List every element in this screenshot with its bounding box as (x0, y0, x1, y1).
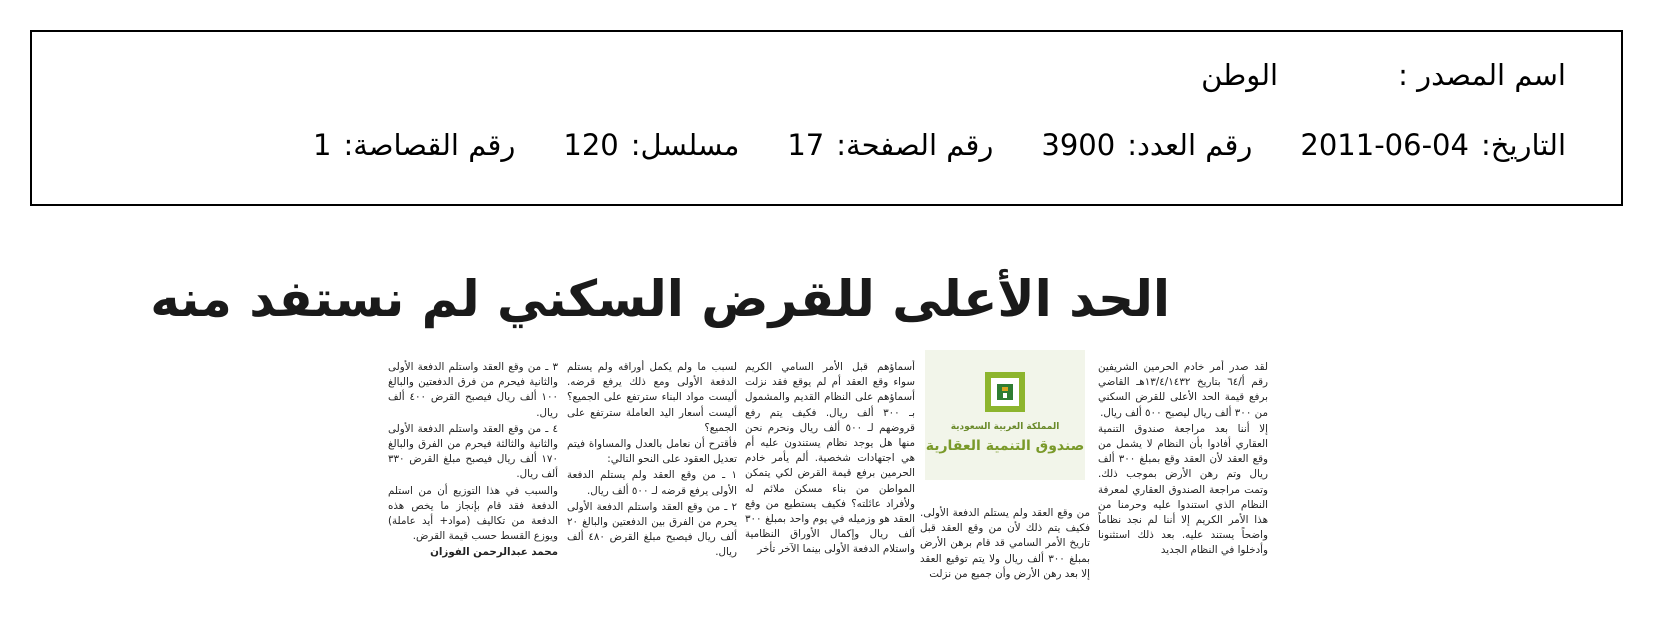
paragraph: ٣ ـ من وقع العقد واستلم الدفعة الأولى والثانية فيحرم من فرق الدفعتين والبالغ ١٠٠ ألف ريال فيصبح القرض ٤٠٠ ألف ريال. (388, 361, 558, 419)
logo-country-text: المملكة العربية السعودية (950, 422, 1060, 432)
article-headline: الحد الأعلى للقرض السكني لم نستفد منه (150, 270, 1170, 328)
clip-value: 1 (313, 128, 332, 162)
page-value: 17 (787, 128, 825, 162)
paragraph: لقد صدر أمر خادم الحرمين الشريفين رقم أ/٦٤ بتاريخ ١٣/٤/١٤٣٢هـ القاضي برفع قيمة الحد الأعلى للقرض السكني من ٣٠٠ ألف ريال ليصبح ٥٠٠ ألف ريال. (1098, 361, 1268, 419)
issue-label: رقم العدد: (1127, 128, 1253, 162)
paragraph: ١ ـ من وقع العقد ولم يستلم الدفعة الأولى يرفع قرضه لـ ٥٠٠ ألف ريال. (567, 469, 737, 497)
clip-label: رقم القصاصة: (343, 128, 516, 162)
article-column-4 (567, 360, 737, 600)
paragraph: إلا أننا بعد مراجعة صندوق التنمية العقاري أفادوا بأن النظام لا يشمل من وقع العقد لأن العقد وقع بمبلغ ٣٠٠ ألف ريال وتم رهن الأرض بموجب ذلك. وتمت مراجعة الصندوق العقاري لمعرفة النظام الذي استندوا عليه وحرمنا من هذا الأمر الكريم إلا أننا لم نجد نظاماً واضحاً يستند عليه. بعد ذلك استثنونا وأدخلوا في النظام الجديد (1098, 422, 1268, 557)
page-label: رقم الصفحة: (836, 128, 994, 162)
paragraph: ٢ ـ من وقع العقد واستلم الدفعة الأولى يحرم من الفرق بين الدفعتين والبالغ ٢٠ ألف ريال فيصبح مبلغ القرض ٤٨٠ ألف ريال. (567, 500, 737, 559)
paragraph: أسماؤهم قبل الأمر السامي الكريم سواء وقع العقد أم لم يوقع فقد نزلت أسماؤهم على النظام القديم والمشمول بـ ٣٠٠ ألف ريال. فكيف يتم رفع قروضهم لـ ٥٠٠ ألف ريال ونحرم نحن منها هل يوجد نظام يستندون عليه أم هي اجتهادات شخصية. ألم يأمر خادم الحرمين برفع قيمة القرض لكي يتمكن المواطن من بناء مسكن ملائم له ولأفراد عائلته؟ فكيف يستطيع من وقع العقد هو وزميله في يوم واحد بمبلغ ٣٠٠ ألف ريال وإكمال الأوراق النظامية واستلام الدفعة الأولى بينما الآخر تأخر (745, 361, 915, 556)
paragraph: فأقترح أن نعامل بالعدل والمساواة فيتم تعديل العقود على النحو التالي: (567, 438, 737, 466)
serial-label: مسلسل: (630, 128, 740, 162)
logo-fund-name: صندوق التنمية العقارية (925, 438, 1085, 454)
date-label: التاريخ: (1480, 128, 1566, 162)
article-column-5 (388, 360, 558, 600)
newspaper-clipping (150, 242, 1270, 612)
metadata-box (30, 30, 1623, 206)
details-row (313, 128, 1566, 162)
date-value: 2011-06-04 (1300, 128, 1469, 162)
paragraph: لسبب ما ولم يكمل أوراقه ولم يستلم الدفعة الأولى ومع ذلك يرفع قرضه. أليست مواد البناء سترتفع على الجميع؟ أليست أسعار اليد العاملة سترتفع على الجميع؟ (567, 361, 737, 434)
serial-value: 120 (563, 128, 619, 162)
source-value: الوطن (1201, 58, 1279, 92)
paragraph: والسبب في هذا التوزيع أن من استلم الدفعة فقد قام بإنجاز ما يخص هذه الدفعة من تكاليف (مواد+ أيد عاملة) ويوزع القسط حسب قيمة القرض. (388, 484, 558, 543)
fund-emblem-icon (985, 372, 1025, 412)
article-column-1 (1098, 360, 1268, 600)
article-column-2 (920, 506, 1090, 606)
issue-value: 3900 (1041, 128, 1116, 162)
article-byline: محمد عبدالرحمن الفوزان (430, 546, 558, 559)
source-label: اسم المصدر : (1398, 58, 1566, 92)
paragraph: ٤ ـ من وقع العقد واستلم الدفعة الأولى والثانية والثالثة فيحرم من الفرق والبالغ ١٧٠ ألف ريال فيصبح مبلغ القرض ٣٣٠ ألف ريال. (388, 422, 558, 481)
fund-logo (925, 350, 1085, 480)
article-column-3 (745, 360, 915, 600)
paragraph: من وقع العقد ولم يستلم الدفعة الأولى. فكيف يتم ذلك لأن من وقع العقد قبل تاريخ الأمر السامي قد قام برهن الأرض بمبلغ ٣٠٠ ألف ريال ولا يتم توقيع العقد إلا بعد رهن الأرض وأن جميع من نزلت (920, 507, 1090, 580)
source-row (1201, 58, 1566, 92)
